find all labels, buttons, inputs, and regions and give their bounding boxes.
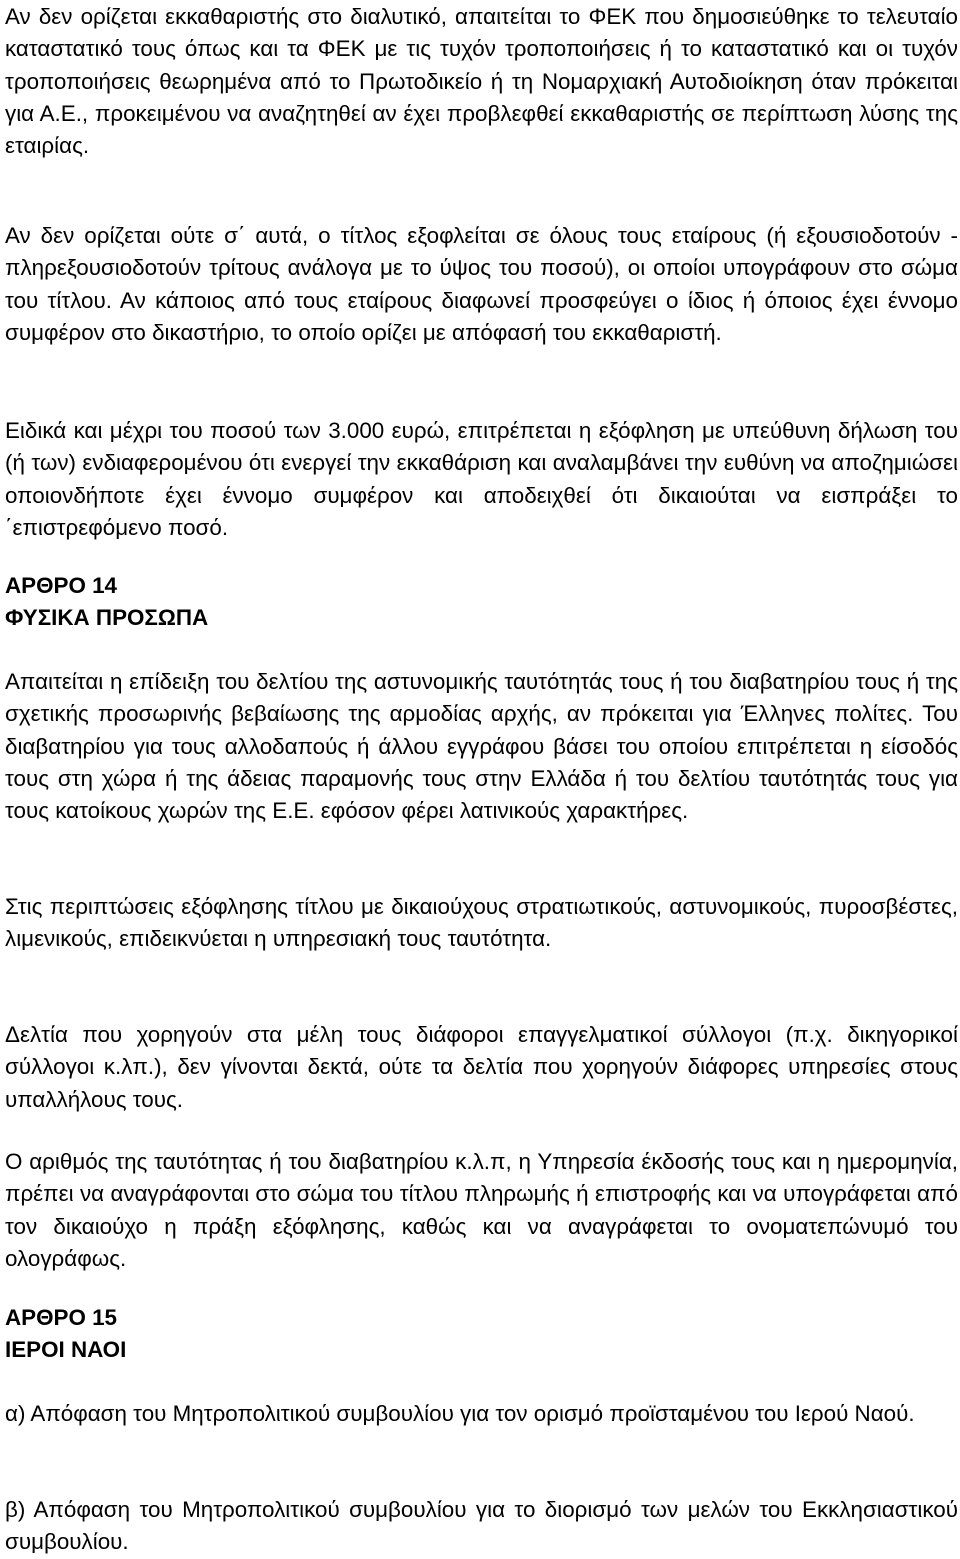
article-14-title: ΦΥΣΙΚΑ ΠΡΟΣΩΠΑ [5, 605, 209, 630]
article-14-number: ΑΡΘΡΟ 14 [5, 573, 117, 598]
paragraph-item-a: α) Απόφαση του Μητροπολιτικού συμβουλίου για τον ορισμό προϊσταμένου του Ιερού Ναού. [5, 1401, 915, 1426]
paragraph-identity-documents: Απαιτείται η επίδειξη του δελτίου της αστυνομικής ταυτότητάς τους ή του διαβατηρίου τους ή της σχετικής προσωρινής βεβαίωσης της αρμοδίας αρχής, αν πρόκειται για Έλληνες πολίτες. Του διαβατηρίου για τους αλλοδαπούς ή άλλου εγγράφου βάσει του οποίου επιτρέπεται η είσοδός τους στη χώρα ή της άδειας παραμονής τους στην Ελλάδα ή του δελτίου ταυτότητάς τους για τους κατοίκους χωρών της Ε.Ε. εφόσον φέρει λατινικούς χαρακτήρες. [5, 669, 958, 824]
article-15-number: ΑΡΘΡΟ 15 [5, 1305, 117, 1330]
paragraph-liquidator: Αν δεν ορίζεται εκκαθαριστής στο διαλυτικό, απαιτείται το ΦΕΚ που δημοσιεύθηκε το τελευταίο καταστατικό τους όπως και τα ΦΕΚ με τις τυχόν τροποποιήσεις ή το καταστατικό και οι τυχόν τροποποιήσεις θεωρημένα από το Πρωτοδικείο ή τη Νομαρχιακή Αυτοδιοίκηση όταν πρόκειται για Α.Ε., προκειμένου να αναζητηθεί αν έχει προβλεφθεί εκκαθαριστής σε περίπτωση λύσης της εταιρίας. [5, 4, 958, 159]
paragraph-solemn-declaration: Ειδικά και μέχρι του ποσού των 3.000 ευρώ, επιτρέπεται η εξόφληση με υπεύθυνη δήλωση του (ή των) ενδιαφερομένου ότι ενεργεί την εκκαθάριση και αναλαμβάνει την ευθύνη να αποζημιώσει οποιονδήποτε έχει έννομο συμφέρον και αποδειχθεί ότι δικαιούται να εισπράξει το ΄επιστρεφόμενο ποσό. [5, 418, 958, 540]
paragraph-professional-cards: Δελτία που χορηγούν στα μέλη τους διάφοροι επαγγελματικοί σύλλογοι (π.χ. δικηγορικοί σύλλογοι κ.λπ.), δεν γίνονται δεκτά, ούτε τα δελτία που χορηγούν διάφορες υπηρεσίες στους υπαλλήλους τους. [5, 1022, 958, 1112]
paragraph-service-ids: Στις περιπτώσεις εξόφλησης τίτλου με δικαιούχους στρατιωτικούς, αστυνομικούς, πυροσβέστες, λιμενικούς, επιδεικνύεται η υπηρεσιακή τους ταυτότητα. [5, 894, 958, 952]
paragraph-partners: Αν δεν ορίζεται ούτε σ΄ αυτά, ο τίτλος εξοφλείται σε όλους τους εταίρους (ή εξουσιοδοτούν - πληρεξουσιοδοτούν τρίτους ανάλογα με το ύψος του ποσού), οι οποίοι υπογράφουν στο σώμα του τίτλου. Αν κάποιος από τους εταίρους διαφωνεί προσφεύγει ο ίδιος ή όποιος έχει έννομο συμφέρον στο δικαστήριο, το οποίο ορίζει με απόφασή του εκκαθαριστή. [5, 223, 958, 345]
paragraph-item-b: β) Απόφαση του Μητροπολιτικού συμβουλίου για το διορισμό των μελών του Εκκλησιαστικού συμβουλίου. [5, 1497, 958, 1555]
article-15-title: ΙΕΡΟΙ ΝΑΟΙ [5, 1337, 127, 1362]
paragraph-id-number: Ο αριθμός της ταυτότητας ή του διαβατηρίου κ.λ.π, η Υπηρεσία έκδοσής τους και η ημερομηνία, πρέπει να αναγράφονται στο σώμα του τίτλου πληρωμής ή επιστροφής και να υπογράφεται από τον δικαιούχο η πράξη εξόφλησης, καθώς και να αναγράφεται το ονοματεπώνυμό του ολογράφως. [5, 1149, 958, 1271]
